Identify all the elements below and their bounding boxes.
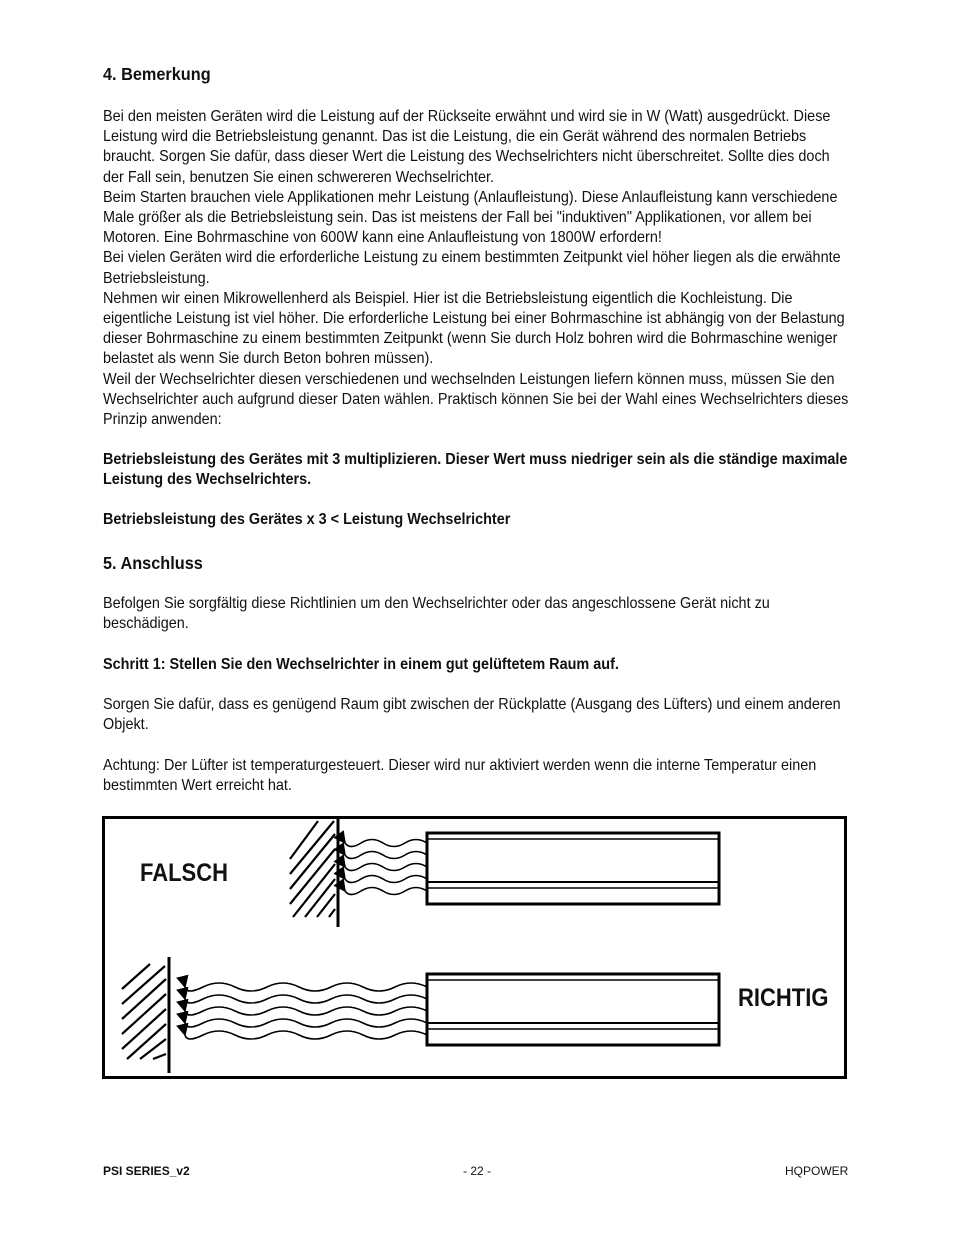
text-line: dieser Bohrmaschine zu einem bestimmten Zeitpunkt (wenn Sie durch Holz bohren wird die Bohrmaschine weniger <box>103 330 838 348</box>
text-line: Achtung: Der Lüfter ist temperaturgesteuert. Dieser wird nur aktiviert werden wenn die interne Temperatur einen <box>103 757 817 774</box>
text-line: Befolgen Sie sorgfältig diese Richtlinien um den Wechselrichter oder das angeschlossene Gerät nicht zu <box>103 595 770 612</box>
text-line: eigentliche Leistung ist viel höher. Die erforderliche Leistung bei einer Bohrmaschine ist abhängig von der Belastung <box>103 310 845 328</box>
section-4-body <box>103 107 849 430</box>
section-5-intro <box>103 594 843 634</box>
text-line: Nehmen wir einen Mikrowellenherd als Beispiel. Hier ist die Betriebsleistung eigentlich die Kochleistung. Die <box>103 289 793 307</box>
footer-page-number: - 22 - <box>463 1164 492 1178</box>
step-1-heading <box>103 655 843 675</box>
text-line: Schritt 1: Stellen Sie den Wechselrichter in einem gut gelüftetem Raum auf. <box>103 656 619 673</box>
section-4-heading: 4. Bemerkung <box>103 64 211 84</box>
text-line: Bei den meisten Geräten wird die Leistung auf der Rückseite erwähnt und wird sie in W (Watt) ausgedrückt. Diese <box>103 108 831 125</box>
text-line: Male größer als die Betriebsleistung sein. Das ist meistens der Fall bei "induktiven" Applikationen, vor allem bei <box>103 209 812 227</box>
air-flow-free <box>185 983 427 1039</box>
text-line: Weil der Wechselrichter diesen verschiedenen und wechselnden Leistungen liefern können muss, müssen Sie den <box>103 370 835 388</box>
rule-statement <box>103 450 848 490</box>
text-line: Sorgen Sie dafür, dass es genügend Raum gibt zwischen der Rückplatte (Ausgang des Lüfters) und einem anderen <box>103 696 841 713</box>
text-line: Betriebsleistung. <box>103 269 210 287</box>
text-line: Leistung des Wechselrichters. <box>103 471 312 489</box>
section-5-heading: 5. Anschluss <box>103 553 203 573</box>
footer-series: PSI SERIES_v2 <box>103 1164 190 1178</box>
inverter-right-position <box>427 974 719 1045</box>
text-line: belastet als wenn Sie durch Beton bohren müssen). <box>103 350 434 368</box>
wall-close-hatch <box>290 819 338 927</box>
text-line: Beim Starten brauchen viele Applikationen mehr Leistung (Anlaufleistung). Diese Anlaufleistung kann verschiedene <box>103 188 838 206</box>
text-line: Wechselrichter auch aufgrund dieser Daten wählen. Praktisch können Sie bei der Wahl eines Wechselrichters dieses <box>103 390 849 408</box>
footer-brand: HQPOWER <box>785 1164 849 1178</box>
text-line: bestimmten Wert erreicht hat. <box>103 777 292 795</box>
air-flow-blocked <box>345 840 427 895</box>
inverter-wrong-position <box>427 833 719 904</box>
text-line: Leistung wird die Betriebsleistung genannt. Das ist die Leistung, die ein Gerät während des normalen Betriebs <box>103 128 807 146</box>
text-line: beschädigen. <box>103 615 189 633</box>
fan-note <box>103 756 843 796</box>
text-line: Bei vielen Geräten wird die erforderliche Leistung zu einem bestimmten Zeitpunkt viel höher liegen als die erwähnte <box>103 249 841 267</box>
text-line: Objekt. <box>103 716 149 734</box>
wall-far-hatch <box>122 957 169 1073</box>
rule-formula <box>103 510 843 530</box>
text-line: der Fall sein, benutzen Sie einen schwereren Wechselrichter. <box>103 168 495 186</box>
text-line: Betriebsleistung des Gerätes x 3 < Leistung Wechselrichter <box>103 511 511 528</box>
ventilation-diagram <box>102 816 847 1079</box>
label-wrong: FALSCH <box>140 859 228 887</box>
space-instruction <box>103 695 843 735</box>
text-line: Betriebsleistung des Gerätes mit 3 multiplizieren. Dieser Wert muss niedriger sein als die ständige maximale <box>103 451 848 468</box>
text-line: Motoren. Eine Bohrmaschine von 600W kann eine Anlaufleistung von 1800W erfordern! <box>103 229 662 247</box>
label-right: RICHTIG <box>738 984 829 1012</box>
text-line: Prinzip anwenden: <box>103 411 222 429</box>
text-line: braucht. Sorgen Sie dafür, dass dieser Wert die Leistung des Wechselrichters nicht überschreitet. Sollte dies doch <box>103 148 830 166</box>
